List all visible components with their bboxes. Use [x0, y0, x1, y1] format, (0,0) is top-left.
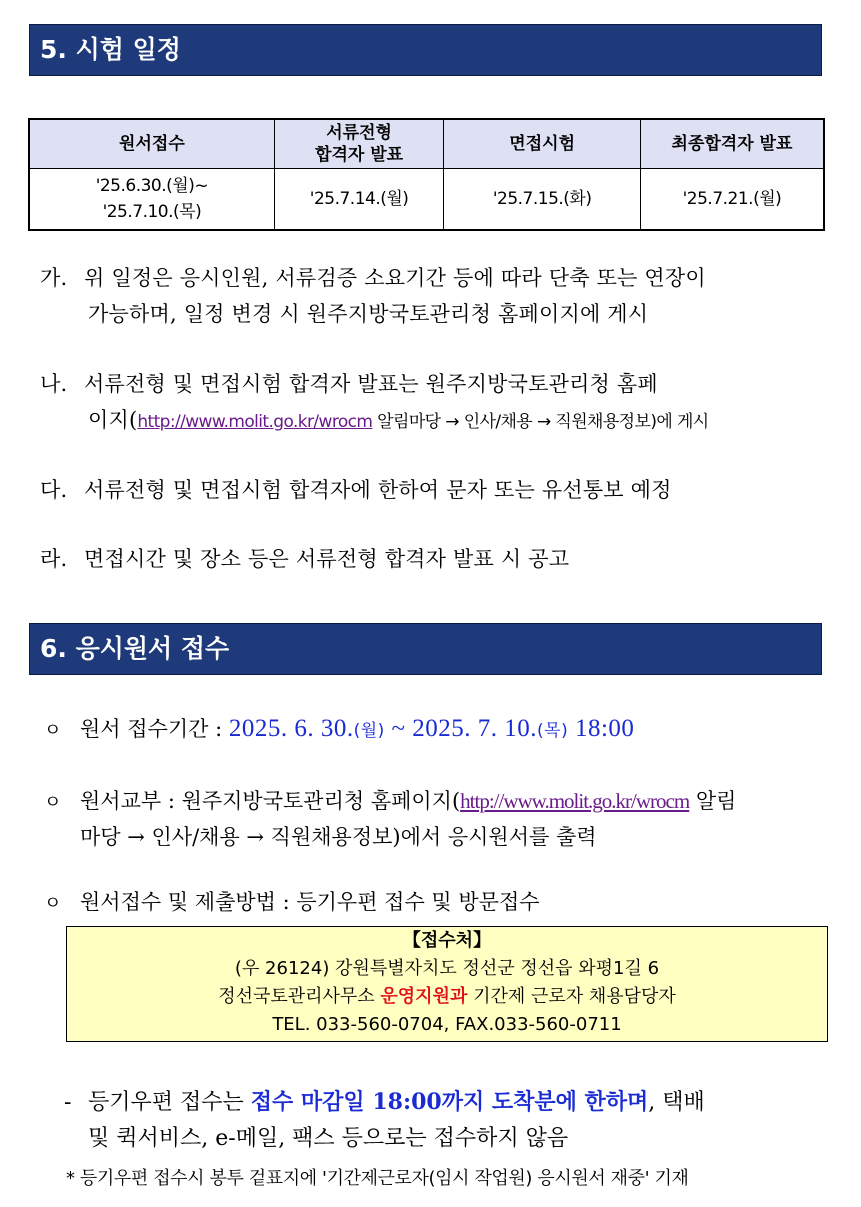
note-c: 다. 서류전형 및 면접시험 합격자에 한하여 문자 또는 유선통보 예정	[40, 478, 672, 502]
note-b: 나. 서류전형 및 면접시험 합격자 발표는 원주지방국토관리청 홈페 이지(http://www.molit.go.kr/wrocm 알림마당 → 인사/채용 → 직원채용정보)에 게시	[40, 372, 709, 432]
header-interview: 면접시험	[444, 119, 641, 169]
receipt-contact: TEL. 033-560-0704, FAX.033-560-0711	[272, 1014, 622, 1035]
receipt-title: 【접수처】	[402, 930, 492, 951]
receipt-box	[66, 926, 828, 1042]
cell-application-date: '25.6.30.(월)~ '25.7.10.(목)	[29, 169, 274, 231]
homepage-link[interactable]: http://www.molit.go.kr/wrocm	[137, 412, 373, 432]
bullet-method: ㅇ 원서접수 및 제출방법 : 등기우편 접수 및 방문접수	[44, 885, 844, 921]
cell-interview-date: '25.7.15.(화)	[444, 169, 641, 231]
section-6-header	[29, 623, 822, 675]
cell-final-result-date: '25.7.21.(월)	[640, 169, 824, 231]
note-a: 가. 위 일정은 응시인원, 서류검증 소요기간 등에 따라 단축 또는 연장이 가능하며, 일정 변경 시 원주지방국토관리청 홈페이지에 게시	[40, 266, 706, 326]
star-note: * 등기우편 접수시 봉투 겉표지에 '기간제근로자(임시 작업원) 응시원서 재중' 기재	[66, 1168, 689, 1189]
circle-bullet-icon: ㅇ	[44, 893, 62, 914]
homepage-link[interactable]: http://www.molit.go.kr/wrocm	[460, 789, 690, 813]
header-application: 원서접수	[29, 119, 274, 169]
bullet-period: ㅇ 원서 접수기간 : 2025. 6. 30.(월) ~ 2025. 7. 10.(목) 18:00	[44, 712, 844, 748]
note-d: 라. 면접시간 및 장소 등은 서류전형 합격자 발표 시 공고	[40, 547, 570, 571]
dash-note: - 등기우편 접수는 접수 마감일 18:00까지 도착분에 한하며, 택배 및 퀵서비스, e-메일, 팩스 등으로는 접수하지 않음	[64, 1089, 705, 1151]
section-5-header	[29, 24, 822, 76]
header-final-result: 최종합격자 발표	[640, 119, 824, 169]
circle-bullet-icon: ㅇ	[44, 720, 62, 741]
schedule-table	[28, 118, 825, 231]
table-header-row	[29, 119, 824, 169]
section-6-title: 6. 응시원서 접수	[40, 634, 230, 663]
receipt-office: 정선국토관리사무소 운영지원과 기간제 근로자 채용담당자	[218, 986, 676, 1007]
section-5-title: 5. 시험 일정	[40, 35, 181, 64]
bullet-form: ㅇ 원서교부 : 원주지방국토관리청 홈페이지(http://www.molit.go.kr/wrocm 알림 마당 → 인사/채용 → 직원채용정보)에서 응시원서를 출력	[44, 784, 844, 854]
table-row	[29, 169, 824, 231]
cell-document-result-date: '25.7.14.(월)	[274, 169, 444, 231]
header-document-result: 서류전형 합격자 발표	[274, 119, 444, 169]
receipt-address: (우 26124) 강원특별자치도 정선군 정선읍 와평1길 6	[234, 958, 660, 979]
circle-bullet-icon: ㅇ	[44, 792, 62, 813]
